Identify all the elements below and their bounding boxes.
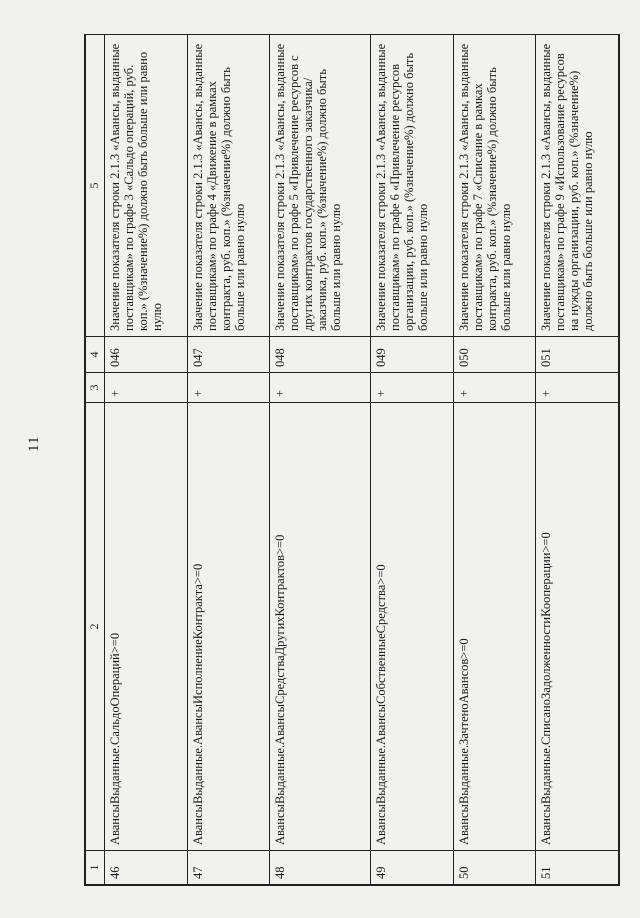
- row-number: 46: [105, 851, 188, 885]
- row-code: 048: [270, 337, 371, 373]
- row-description: Значение показателя строки 2.1.3 «Авансы, выданные поставщикам» по графе 7 «Списание в рамках контракта, руб. коп.» (%значение%) должно быть больше или равно нулю: [453, 35, 536, 337]
- row-number: 49: [371, 851, 454, 885]
- row-number: 47: [187, 851, 270, 885]
- table-row: [453, 35, 536, 885]
- page-number: 11: [26, 435, 42, 452]
- row-formula: АвансыВыданные.СписаноЗадолженностиКооперации>=0: [536, 403, 619, 851]
- row-code: 051: [536, 337, 619, 373]
- row-number: 50: [453, 851, 536, 885]
- row-formula: АвансыВыданные.АвансыСредстваДругихКонтрактов>=0: [270, 403, 371, 851]
- table-row: [105, 35, 188, 885]
- table-row: [187, 35, 270, 885]
- header-col-1: 1: [86, 851, 105, 885]
- row-code: 046: [105, 337, 188, 373]
- row-description: Значение показателя строки 2.1.3 «Авансы, выданные поставщикам» по графе 5 «Привлечение ресурсов с других контрактов государственного заказчика/заказчика, руб. коп.» (%значение%) должно быть больше или равно нулю: [270, 35, 371, 337]
- row-description: Значение показателя строки 2.1.3 «Авансы, выданные поставщикам» по графе 9 «Использование ресурсов на нужды организации, руб. коп.» (%значение%) должно быть больше или равно нулю: [536, 35, 619, 337]
- row-mark: +: [187, 373, 270, 403]
- row-code: 050: [453, 337, 536, 373]
- row-number: 48: [270, 851, 371, 885]
- table-row: [371, 35, 454, 885]
- row-formula: АвансыВыданные.СальдоОпераций>=0: [105, 403, 188, 851]
- row-description: Значение показателя строки 2.1.3 «Авансы, выданные поставщикам» по графе 6 «Привлечение ресурсов организации, руб. коп.» (%значение%) должно быть больше или равно нулю: [371, 35, 454, 337]
- row-mark: +: [105, 373, 188, 403]
- row-formula: АвансыВыданные.ЗачтеноАвансов>=0: [453, 403, 536, 851]
- rotated-table-container: [85, 35, 619, 885]
- row-mark: +: [453, 373, 536, 403]
- row-formula: АвансыВыданные.АвансыСобственныеСредства>=0: [371, 403, 454, 851]
- row-code: 049: [371, 337, 454, 373]
- table-header-row: [86, 35, 105, 885]
- validation-table-frame: [84, 34, 620, 886]
- header-col-2: 2: [86, 403, 105, 851]
- row-mark: +: [270, 373, 371, 403]
- table-row: [270, 35, 371, 885]
- header-col-5: 5: [86, 35, 105, 337]
- row-number: 51: [536, 851, 619, 885]
- row-mark: +: [371, 373, 454, 403]
- header-col-3: 3: [86, 373, 105, 403]
- row-description: Значение показателя строки 2.1.3 «Авансы, выданные поставщикам» по графе 3 «Сальдо операций, руб. коп.» (%значение%) должно быть больше или равно нулю: [105, 35, 188, 337]
- table-row: [536, 35, 619, 885]
- row-code: 047: [187, 337, 270, 373]
- row-formula: АвансыВыданные.АвансыИсполнениеКонтракта>=0: [187, 403, 270, 851]
- header-col-4: 4: [86, 337, 105, 373]
- row-description: Значение показателя строки 2.1.3 «Авансы, выданные поставщикам» по графе 4 «Движение в рамках контракта, руб. коп.» (%значение%) должно быть больше или равно нулю: [187, 35, 270, 337]
- row-mark: +: [536, 373, 619, 403]
- validation-rules-table: [85, 34, 619, 885]
